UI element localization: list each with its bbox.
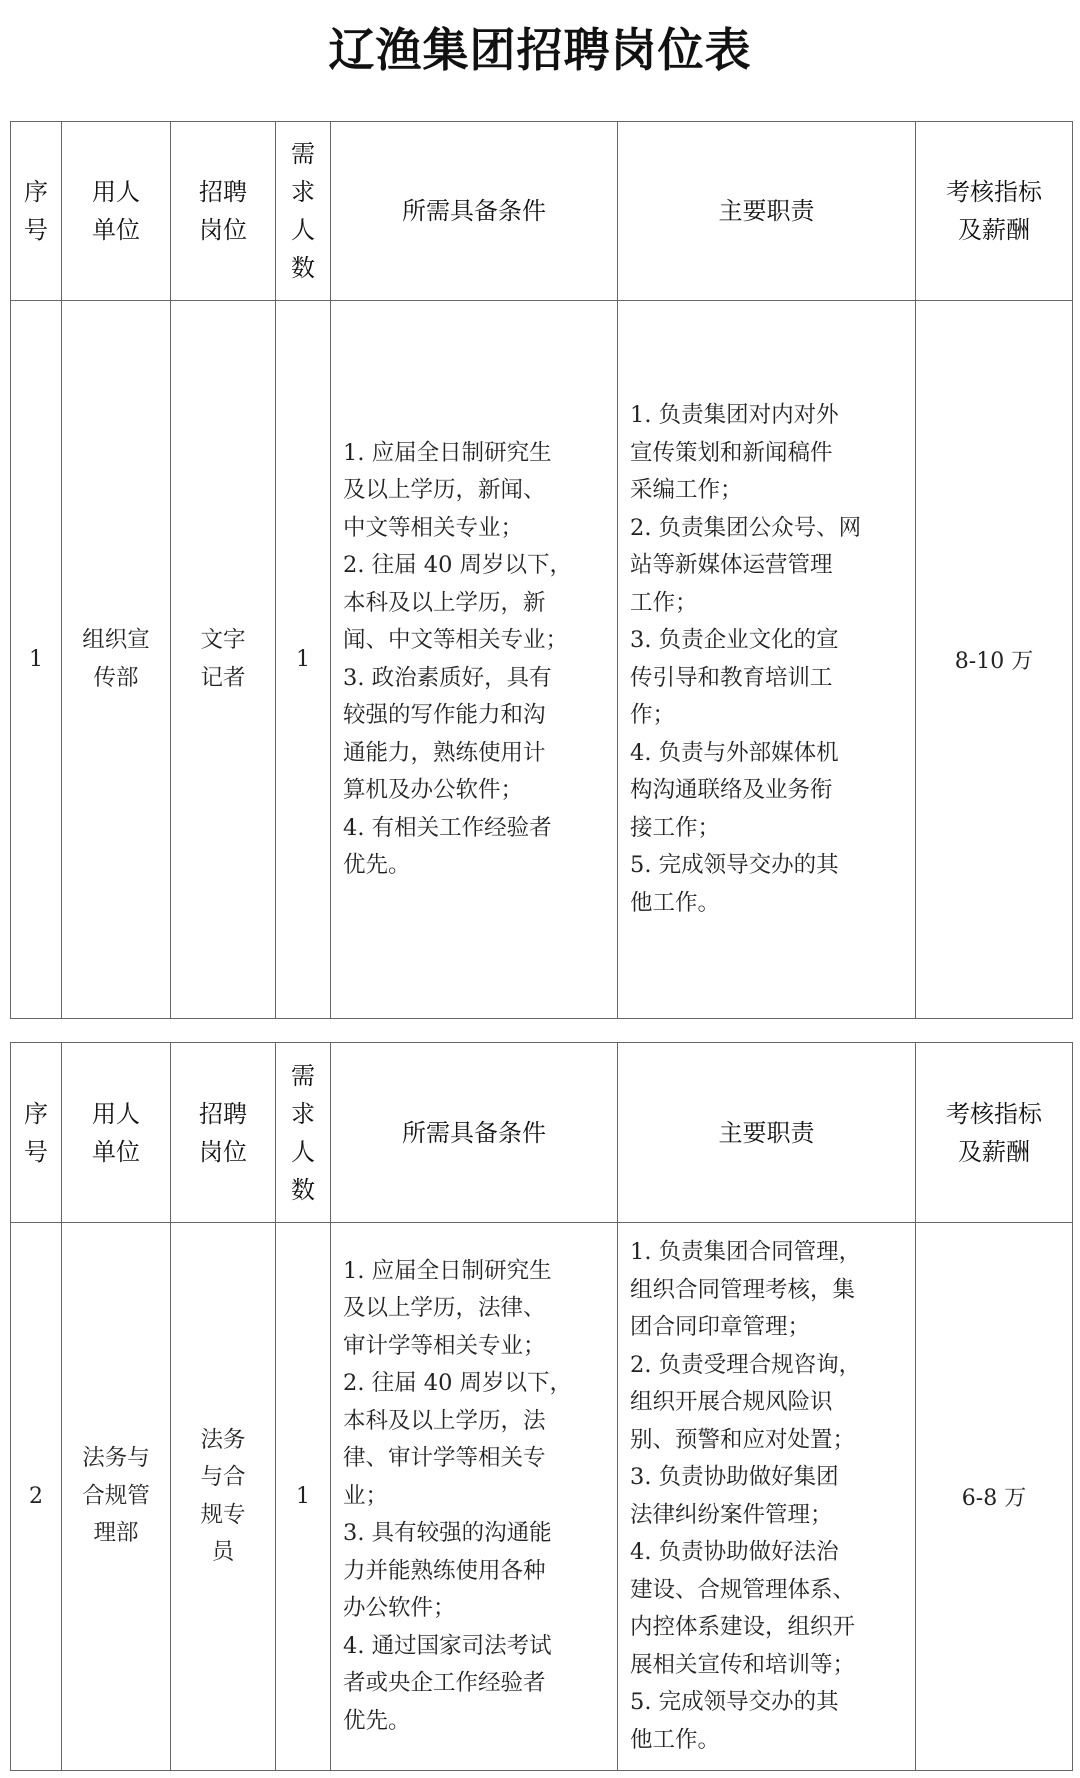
row-unit: 组织宣 传部	[62, 301, 171, 1019]
row-seq: 2	[11, 1223, 62, 1771]
header-unit: 用人 单位	[62, 1043, 171, 1223]
row-requirements: 1. 应届全日制研究生 及以上学历，法律、 审计学等相关专业； 2. 往届 40 周岁以下， 本科及以上学历，法 律、审计学等相关专 业； 3. 具有较强的沟通能 力并能熟练使用各种 办公软件； 4. 通过国家司法考试 者或央企工作经验者 优先。	[331, 1223, 618, 1771]
row-seq: 1	[11, 301, 62, 1019]
recruitment-table-2	[10, 1042, 1073, 1771]
row-duties: 1. 负责集团合同管理， 组织合同管理考核，集 团合同印章管理； 2. 负责受理合规咨询， 组织开展合规风险识 别、预警和应对处置； 3. 负责协助做好集团 法律纠纷案件管理； 4. 负责协助做好法治 建设、合规管理体系、 内控体系建设，组织开 展相关宣传和培训等； 5. 完成领导交办的其 他工作。	[618, 1223, 916, 1771]
row-position: 法务 与合 规专 员	[171, 1223, 276, 1771]
row-salary: 6-8 万	[916, 1223, 1073, 1771]
header-requirements: 所需具备条件	[331, 122, 618, 301]
header-salary: 考核指标 及薪酬	[916, 1043, 1073, 1223]
header-salary: 考核指标 及薪酬	[916, 122, 1073, 301]
header-position: 招聘 岗位	[171, 122, 276, 301]
table-header-row	[11, 1043, 1073, 1223]
header-duties: 主要职责	[618, 122, 916, 301]
row-position: 文字 记者	[171, 301, 276, 1019]
header-seq: 序 号	[11, 1043, 62, 1223]
header-requirements: 所需具备条件	[331, 1043, 618, 1223]
table-header-row	[11, 122, 1073, 301]
page-title: 辽渔集团招聘岗位表	[328, 23, 752, 77]
header-count: 需 求 人 数	[276, 1043, 331, 1223]
header-count: 需 求 人 数	[276, 122, 331, 301]
table-row	[11, 1223, 1073, 1771]
header-seq: 序 号	[11, 122, 62, 301]
row-requirements: 1. 应届全日制研究生 及以上学历，新闻、 中文等相关专业； 2. 往届 40 周岁以下， 本科及以上学历，新 闻、中文等相关专业； 3. 政治素质好，具有 较强的写作能力和沟 通能力，熟练使用计 算机及办公软件； 4. 有相关工作经验者 优先。	[331, 301, 618, 1019]
row-salary: 8-10 万	[916, 301, 1073, 1019]
recruitment-table-1	[10, 121, 1073, 1019]
row-count: 1	[276, 301, 331, 1019]
header-position: 招聘 岗位	[171, 1043, 276, 1223]
row-count: 1	[276, 1223, 331, 1771]
table-row	[11, 301, 1073, 1019]
row-duties: 1. 负责集团对内对外 宣传策划和新闻稿件 采编工作； 2. 负责集团公众号、网 站等新媒体运营管理 工作； 3. 负责企业文化的宣 传引导和教育培训工 作； 4. 负责与外部媒体机 构沟通联络及业务衔 接工作； 5. 完成领导交办的其 他工作。	[618, 301, 916, 1019]
row-unit: 法务与 合规管 理部	[62, 1223, 171, 1771]
header-unit: 用人 单位	[62, 122, 171, 301]
header-duties: 主要职责	[618, 1043, 916, 1223]
